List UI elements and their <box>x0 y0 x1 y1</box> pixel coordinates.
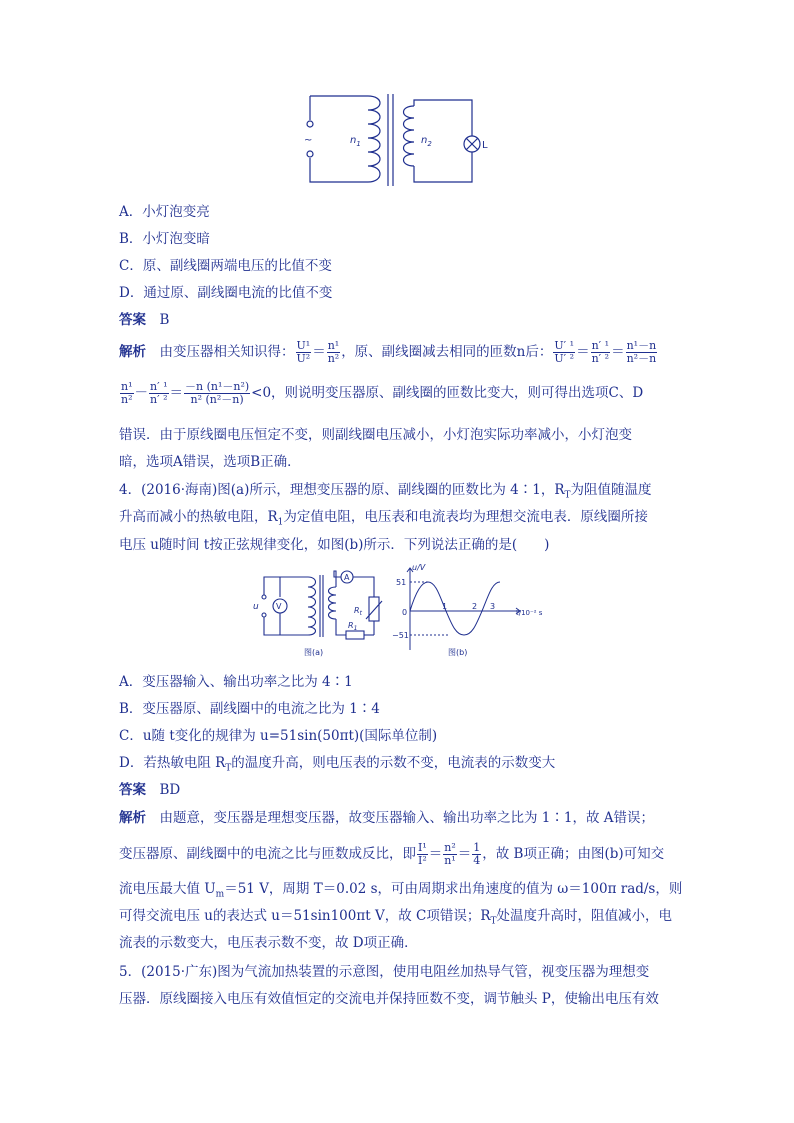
q3-option-a: A．小灯泡变亮 <box>119 204 210 220</box>
transformer-lamp-figure <box>300 92 500 188</box>
tick-2: 2 <box>472 602 478 611</box>
source-label: ~ <box>304 135 313 146</box>
q5-stem-line-2: 压器．原线圈接入电压有效值恒定的交流电并保持匝数不变，调节触头 P，使输出电压有效 <box>119 991 659 1007</box>
q4-stem-line-2: 升高而减小的热敏电阻，$R_1$为定值电阻，电压表和电流表均为理想交流电表．原线圈所接 <box>119 509 648 528</box>
figure-b-waveform <box>390 562 550 660</box>
fig-a-caption: 图(a) <box>304 648 324 657</box>
n2-label: n <box>421 135 428 146</box>
q4-answer: 答案 BD <box>119 782 181 798</box>
q4-stem-line-1: 4．(2016·海南)图(a)所示，理想变压器的原、副线圈的匝数比为 4∶1，$R_T$为阻值随温度 <box>119 482 652 501</box>
tick-3: 3 <box>490 602 496 611</box>
q4-option-c: C．u随 t变化的规律为 u=51sin(50πt)(国际单位制) <box>119 728 438 744</box>
n1-label: n <box>350 135 357 146</box>
q4-stem-line-3: 电压 u随时间 t按正弦规律变化，如图(b)所示．下列说法正确的是( ) <box>119 537 550 553</box>
fig-b-caption: 图(b) <box>448 648 468 657</box>
svg-text:Rt: $R_t$ <box>354 606 362 617</box>
q4-analysis-line-3: 流电压最大值 $U_m=51$ V，周期 T＝0.02 s，可由周期求出角速度的值为 ω＝100π rad/s，则 <box>119 881 683 900</box>
sine-curve <box>410 582 500 635</box>
tick-51: 51 <box>396 578 407 587</box>
tick-neg-51: −51 <box>392 631 409 640</box>
fig-b-xlabel: t/10⁻² s <box>516 609 543 617</box>
q5-stem-line-1: 5．(2015·广东)图为气流加热装置的示意图，使用电阻丝加热导气管，视变压器为理想变 <box>119 964 650 980</box>
lamp-label: L <box>482 140 488 151</box>
q4-option-b: B．变压器原、副线圈中的电流之比为 1∶4 <box>119 701 380 717</box>
q3-option-b: B．小灯泡变暗 <box>119 231 210 247</box>
q4-option-d: D．若热敏电阻 $R_T$的温度升高，则电压表的示数不变，电流表的示数变大 <box>119 755 556 774</box>
fig-a-u-label: u <box>253 602 259 612</box>
tick-1: 1 <box>442 602 448 611</box>
svg-text:n2: $n_2$ <box>421 135 432 148</box>
figure-a-circuit <box>250 567 390 659</box>
svg-text:n1: $n_1$ <box>350 135 361 148</box>
q3-analysis-line-1: 解析 由变压器相关知识得： $\frac{\text{U¹}}{\text{U²}}$ ＝ $\frac{\text{n¹}}{\text{n²}}$ ，原、副线圈减去相同的匝数n后： $\frac{\text{U′ ¹}}{\text{U′ ²}}$ ＝ $\frac{\text{n′ ¹}}{\text{n′ ²}}$ ＝ $\frac{\text{n¹－n}}{\text{n²－n}}$ <box>119 339 657 365</box>
fig-a-r1-label: R <box>348 621 354 630</box>
q4-analysis-line-5: 流表的示数变大，电压表示数不变，故 D项正确． <box>119 935 418 951</box>
q3-option-d: D．通过原、副线圈电流的比值不变 <box>119 285 333 301</box>
tick-0: 0 <box>402 608 408 617</box>
q4-option-a: A．变压器输入、输出功率之比为 4∶1 <box>119 674 353 690</box>
fig-a-rt-label: R <box>354 606 360 615</box>
fig-a-voltmeter-label: V <box>276 602 282 611</box>
q3-analysis-line-4: 暗，选项A错误，选项B正确． <box>119 454 301 470</box>
svg-text:R1: $R_1$ <box>348 621 358 632</box>
q4-analysis-line-2: 变压器原、副线圈中的电流之比与匝数成反比，即 $\frac{\text{I¹}}{\text{I²}}$ ＝ $\frac{\text{n²}}{\text{n¹}}$ ＝ $\frac{1}{4}$ ，故 B项正确；由图(b)可知交 <box>119 841 665 867</box>
fig-a-ammeter-label: A <box>344 573 350 582</box>
fig-b-ylabel: u/V <box>412 563 426 572</box>
q4-analysis-line-1: 解析 由题意，变压器是理想变压器，故变压器输入、输出功率之比为 1∶1，故 A错误； <box>119 810 655 826</box>
q3-analysis-line-3: 错误．由于原线圈电压恒定不变，则副线圈电压减小，小灯泡实际功率减小，小灯泡变 <box>119 427 632 443</box>
q3-answer: 答案 B <box>119 312 170 328</box>
q3-analysis-line-2: $\frac{\text{n¹}}{\text{n²}}$ － $\frac{\text{n′ ¹}}{\text{n′ ²}}$ ＝ $\frac{\text{－n (n¹－n²)}}{\text{n² (n²－n)}}$ <0，则说明变压器原、副线圈的匝数比变大，则可得出选项C、D <box>121 380 644 406</box>
q4-analysis-line-4: 可得交流电压 u的表达式 u＝51sin100πt V，故 C项错误；$R_T$处温度升高时，阻值减小，电 <box>119 908 672 927</box>
q3-option-c: C．原、副线圈两端电压的比值不变 <box>119 258 332 274</box>
